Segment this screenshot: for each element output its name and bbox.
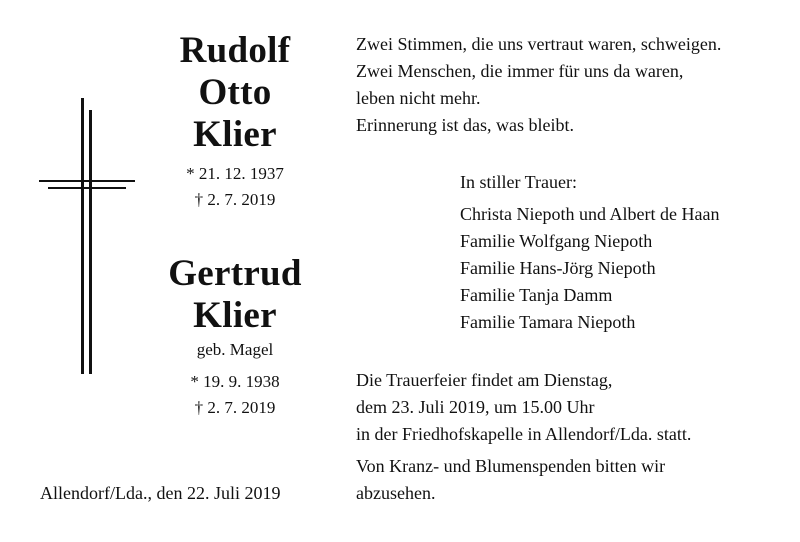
person2-died: † 2. 7. 2019 xyxy=(194,398,276,417)
person2-born: * 19. 9. 1938 xyxy=(190,372,280,391)
mourner-name: Familie Wolfgang Niepoth xyxy=(460,231,653,251)
person1-name-line: Otto xyxy=(198,72,272,113)
cross-horizontal-line-1 xyxy=(39,180,135,182)
person2-maiden-name: geb. Magel xyxy=(196,340,274,359)
flowers-notice xyxy=(356,453,665,507)
mourner-name: Christa Niepoth und Albert de Haan xyxy=(460,204,720,224)
place-date: Allendorf/Lda., den 22. Juli 2019 xyxy=(40,483,281,503)
person1-born: * 21. 12. 1937 xyxy=(186,164,284,183)
mourner-name: Familie Tanja Damm xyxy=(460,285,613,305)
poem-line: Zwei Menschen, die immer für uns da waren, xyxy=(356,61,684,81)
person1-died: † 2. 7. 2019 xyxy=(194,190,276,209)
cross-vertical-line-2 xyxy=(89,110,92,374)
ceremony-line: dem 23. Juli 2019, um 15.00 Uhr xyxy=(356,397,595,417)
person1-name-line: Rudolf xyxy=(179,30,291,71)
mourner-name: Familie Tamara Niepoth xyxy=(460,312,636,332)
ceremony-notice xyxy=(356,367,691,448)
flowers-line: abzusehen. xyxy=(356,483,436,503)
poem-line: Zwei Stimmen, die uns vertraut waren, schweigen. xyxy=(356,34,722,54)
person2-name xyxy=(135,253,335,337)
person1-name-line: Klier xyxy=(193,114,277,155)
cross-horizontal-line-2 xyxy=(48,187,126,189)
mourners-heading: In stiller Trauer: xyxy=(460,172,577,192)
ceremony-line: in der Friedhofskapelle in Allendorf/Lda. statt. xyxy=(356,424,692,444)
ceremony-line: Die Trauerfeier findet am Dienstag, xyxy=(356,370,613,390)
mourners-list xyxy=(460,201,719,336)
poem-line: leben nicht mehr. xyxy=(356,88,481,108)
poem-line: Erinnerung ist das, was bleibt. xyxy=(356,115,574,135)
person2-name-line: Gertrud xyxy=(168,253,302,294)
person2-name-line: Klier xyxy=(193,295,277,336)
cross-vertical-line-1 xyxy=(81,98,84,374)
poem xyxy=(356,31,721,139)
person1-name xyxy=(145,30,325,156)
mourner-name: Familie Hans-Jörg Niepoth xyxy=(460,258,656,278)
flowers-line: Von Kranz- und Blumenspenden bitten wir xyxy=(356,456,666,476)
